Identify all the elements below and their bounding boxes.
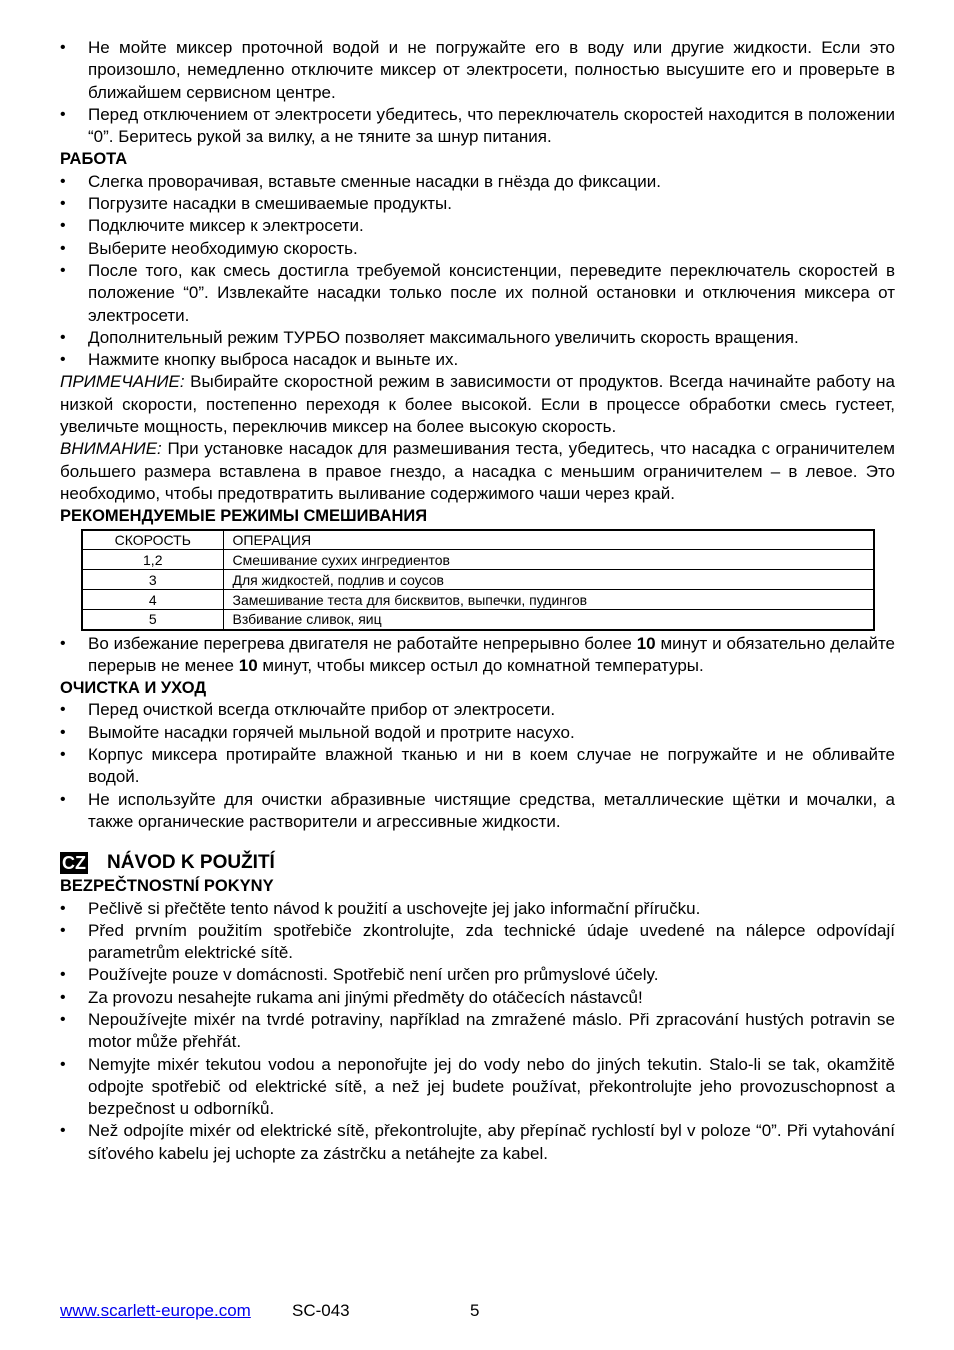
cz-section-title (60, 851, 895, 875)
overheat-text: минут, чтобы миксер остыл до комнатной температуры. (257, 655, 704, 675)
section-heading-cleaning: ОЧИСТКА И УХОД (60, 679, 207, 698)
language-badge: CZ (62, 853, 86, 874)
page-footer (60, 1300, 895, 1322)
section-heading-modes: РЕКОМЕНДУЕМЫЕ РЕЖИМЫ СМЕШИВАНИЯ (60, 507, 428, 526)
list-item: • Nemyjte mixér tekutou vodou a neponořujte jej do vody nebo do jiných tekutin. Stalo-li se tak, okamžitě odpojte spotřebič od elektrické sítě, a než jej budete používat, překontrolujte jeho provozuschopnost a bezpečnost u odborníků. (60, 1054, 895, 1121)
column-header-operation: ОПЕРАЦИЯ (223, 530, 874, 550)
list-item: • Nepoužívejte mixér na tvrdé potraviny, například na zmražené máslo. Při zpracování hustých potravin se motor může přehřát. (60, 1009, 895, 1054)
operation-cell: Взбивание сливок, яиц (223, 610, 874, 630)
overheat-list (60, 633, 895, 678)
list-item (60, 633, 895, 678)
list-item: • Погрузите насадки в смешиваемые продукты. (60, 193, 895, 215)
table-row (82, 610, 874, 630)
safety-list-ru (60, 37, 895, 148)
cleaning-list (60, 699, 895, 833)
overheat-text: минут и обязательно делайте перерыв не менее (88, 633, 895, 675)
list-item: • Pečlivě si přečtěte tento návod k použití a uschovejte jej jako informační příručku. (60, 898, 895, 920)
warning-text: При установке насадок для размешивания теста, убедитесь, что насадка с ограничителем большего размера вставлена в правое гнездо, а насадка с меньшим ограничителем – в левое. Это необходимо, чтобы предотвратить выливание содержимого чаши через край. (60, 439, 895, 503)
column-header-speed: СКОРОСТЬ (82, 530, 223, 550)
operation-cell: Замешивание теста для бисквитов, выпечки, пудингов (223, 590, 874, 610)
list-item: • После того, как смесь достигла требуемой консистенции, переведите переключатель скоростей в положение “0”. Извлекайте насадки только после их полной остановки и отключения миксера от электросети. (60, 260, 895, 327)
mixing-modes-table (81, 529, 875, 631)
overheat-minutes: 10 (636, 633, 656, 653)
page-number: 5 (470, 1301, 480, 1320)
table-header-row (82, 530, 874, 550)
list-item: • Používejte pouze v domácnosti. Spotřebič není určen pro průmyslové účely. (60, 964, 895, 986)
list-item: • Выберите необходимую скорость. (60, 238, 895, 260)
overheat-text: Во избежание перегрева двигателя не работайте непрерывно более (88, 633, 637, 653)
speed-cell: 4 (82, 590, 223, 610)
list-item: • Дополнительный режим ТУРБО позволяет максимального увеличить скорость вращения. (60, 327, 895, 349)
list-item: • Před prvním použitím spotřebiče zkontrolujte, zda technické údaje uvedené na nálepce odpovídají parametrům elektrické sítě. (60, 920, 895, 965)
speed-cell: 1,2 (82, 550, 223, 570)
table-row (82, 550, 874, 570)
list-item: • Нажмите кнопку выброса насадок и выньте их. (60, 349, 895, 371)
section-heading-work: РАБОТА (60, 150, 128, 169)
speed-cell: 5 (82, 610, 223, 630)
list-item: • Перед отключением от электросети убедитесь, что переключатель скоростей находится в положении “0”. Беритесь рукой за вилку, а не тяните за шнур питания. (60, 104, 895, 149)
website-link[interactable]: www.scarlett-europe.com (60, 1301, 251, 1320)
list-item: • Не используйте для очистки абразивные чистящие средства, металлические щётки и мочалки, а также органические растворители и агрессивные жидкости. (60, 789, 895, 834)
list-item: • Не мойте миксер проточной водой и не погружайте его в воду или другие жидкости. Если это произошло, немедленно отключите миксер от электросети, полностью высушите его и проверьте в ближайшем сервисном центре. (60, 37, 895, 104)
manual-page (60, 37, 895, 1165)
list-item: • Корпус миксера протирайте влажной тканью и ни в коем случае не погружайте и не обливайте водой. (60, 744, 895, 789)
warning-paragraph (60, 438, 895, 505)
safety-list-cz (60, 898, 895, 1166)
list-item: • Вымойте насадки горячей мыльной водой и протрите насухо. (60, 722, 895, 744)
operation-cell: Для жидкостей, подлив и соусов (223, 570, 874, 590)
list-item: • Слегка проворачивая, вставьте сменные насадки в гнёзда до фиксации. (60, 171, 895, 193)
operation-cell: Смешивание сухих ингредиентов (223, 550, 874, 570)
work-list (60, 171, 895, 372)
list-item: • Než odpojíte mixér od elektrické sítě, překontrolujte, aby přepínač rychlostí byl v poloze “0”. Při vytahování síťového kabelu jej uchopte za zástrčku a netáhejte za kabel. (60, 1120, 895, 1165)
list-item: • Za provozu nesahejte rukama ani jinými předměty do otáčecích nástavců! (60, 987, 895, 1009)
table-row (82, 590, 874, 610)
note-text: Выбирайте скоростной режим в зависимости от продуктов. Всегда начинайте работу на низкой скорости, постепенно переходя к более высокой. Если в процессе обработки смесь густеет, увеличьте мощность, переключив миксер на более высокую скорость. (60, 372, 895, 437)
note-paragraph (60, 371, 895, 438)
cz-title: NÁVOD K POUŽITÍ (107, 852, 275, 874)
overheat-minutes: 10 (238, 655, 258, 675)
table-row (82, 570, 874, 590)
section-heading-safety-cz: BEZPEČTNOSTNÍ POKYNY (60, 877, 274, 896)
warning-label: ВНИМАНИЕ: (60, 439, 162, 459)
list-item: • Подключите миксер к электросети. (60, 215, 895, 237)
model-number: SC-043 (292, 1301, 350, 1320)
note-label: ПРИМЕЧАНИЕ: (60, 372, 185, 392)
list-item: • Перед очисткой всегда отключайте прибор от электросети. (60, 699, 895, 721)
speed-cell: 3 (82, 570, 223, 590)
